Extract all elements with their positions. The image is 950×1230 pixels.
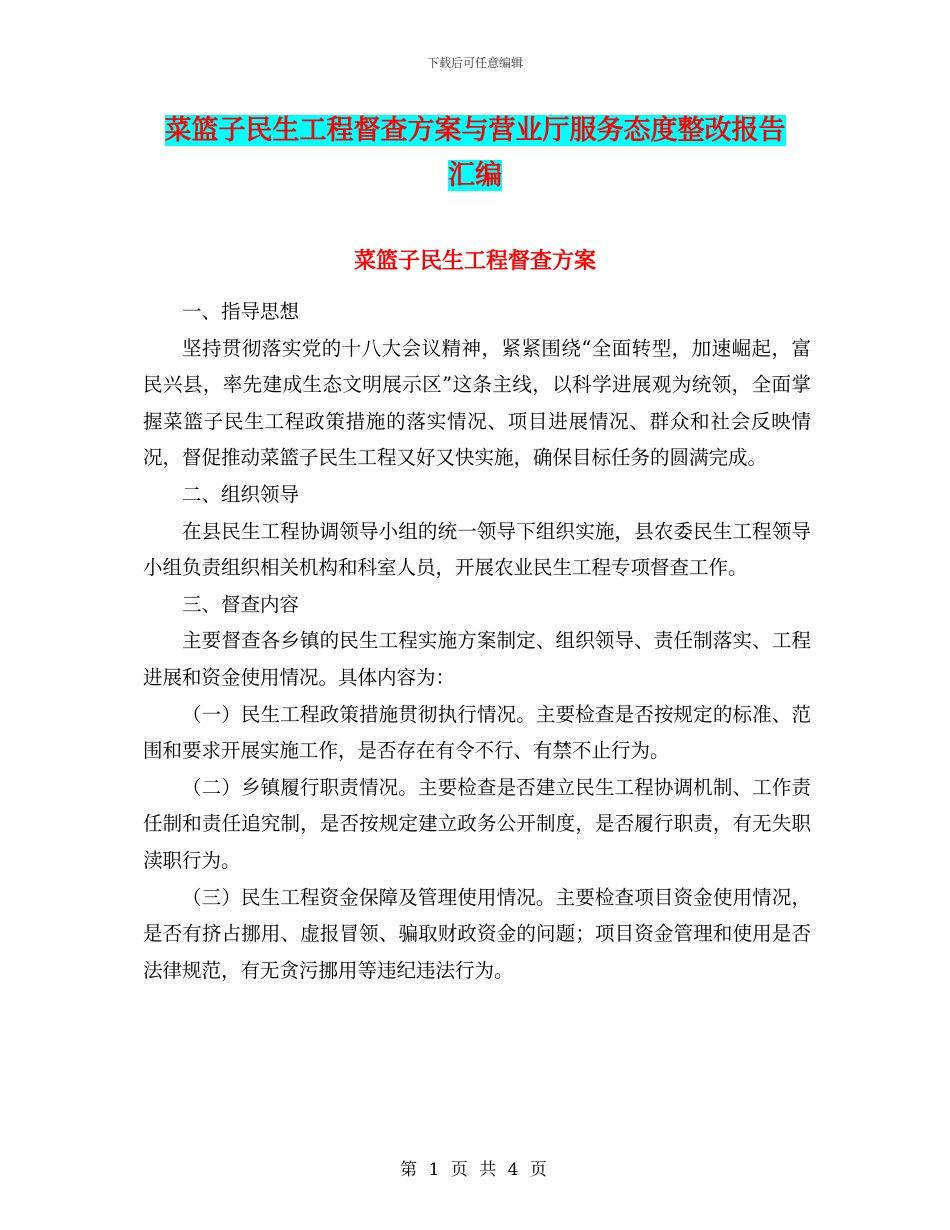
paragraph-item-1: （一）民生工程政策措施贯彻执行情况。主要检查是否按规定的标准、范围和要求开展实施工作，是否存在有令不行、有禁不止行为。 (143, 702, 811, 763)
header-note: 下载后可任意编辑 (426, 56, 523, 70)
page-number: 第 1 页 共 4 页 (400, 1160, 550, 1180)
paragraph-supervision-content: 主要督查各乡镇的民生工程实施方案制定、组织领导、责任制落实、工程进展和资金使用情况。具体内容为： (143, 629, 811, 689)
document-title-line-2: 汇编 (448, 160, 502, 191)
paragraph-item-2: （二）乡镇履行职责情况。主要检查是否建立民生工程协调机制、工作责任制和责任追究制，是否按规定建立政务公开制度，是否履行职责，有无失职渎职行为。 (143, 775, 811, 872)
heading-supervision-content: 三、督查内容 (182, 592, 300, 616)
document-body (143, 294, 811, 989)
paragraph-item-3: （三）民生工程资金保障及管理使用情况。主要检查项目资金使用情况，是否有挤占挪用、虚报冒领、骗取财政资金的问题；项目资金管理和使用是否法律规范，有无贪污挪用等违纪违法行为。 (143, 885, 811, 982)
document-title-line-1: 菜篮子民生工程督查方案与营业厅服务态度整改报告 (164, 115, 786, 146)
section-title: 菜篮子民生工程督查方案 (353, 248, 596, 274)
document-title (140, 108, 810, 198)
paragraph-guiding-ideology: 坚持贯彻落实党的十八大会议精神，紧紧围绕“全面转型，加速崛起，富民兴县，率先建成生态文明展示区”这条主线，以科学进展观为统领，全面掌握菜篮子民生工程政策措施的落实情况、项目进展情况、群众和社会反映情况，督促推动菜篮子民生工程又好又快实施，确保目标任务的圆满完成。 (143, 336, 811, 470)
heading-organization: 二、组织领导 (182, 482, 300, 506)
heading-guiding-ideology: 一、指导思想 (182, 300, 300, 323)
paragraph-organization: 在县民生工程协调领导小组的统一领导下组织实施，县农委民生工程领导小组负责组织相关机构和科室人员，开展农业民生工程专项督查工作。 (143, 519, 811, 580)
